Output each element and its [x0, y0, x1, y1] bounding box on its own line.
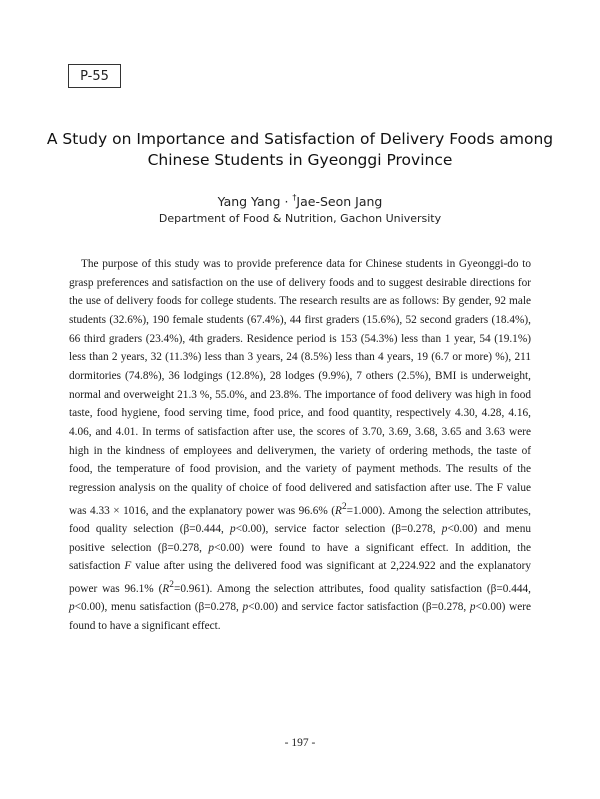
affiliation: Department of Food & Nutrition, Gachon University	[158, 212, 442, 225]
author-separator: ·	[280, 194, 293, 210]
abstract-italic: R	[335, 504, 342, 517]
abstract-text: <0.00), menu satisfaction (β=0.278,	[74, 601, 243, 614]
title-line-1: A Study on Importance and Satisfaction of Delivery Foods among	[46, 130, 554, 148]
abstract-italic: p	[69, 601, 75, 614]
abstract-italic: R	[162, 582, 170, 595]
abstract-text: =0.961). Among the selection attributes, food quality satisfaction (β=0.444,	[173, 582, 531, 595]
author-list	[0, 190, 600, 211]
author-2: Jae-Seon Jang	[296, 194, 383, 210]
abstract-italic: p	[242, 601, 249, 614]
page-number: - 197 -	[284, 737, 316, 749]
abstract-text: <0.00) were found to have a significant effect. In addition, the satisfaction	[69, 541, 531, 573]
abstract-body	[69, 255, 531, 636]
abstract-italic: p	[208, 541, 215, 554]
abstract-text: value after using the delivered food was significant at 2,224.922 and the explanatory power was 96.1% (	[69, 560, 531, 595]
abstract-text: <0.00) and menu positive selection (β=0.278,	[69, 522, 531, 554]
poster-id-box	[68, 64, 121, 88]
abstract-superscript: 2	[169, 579, 174, 590]
abstract-text: <0.00), service factor selection (β=0.278,	[235, 522, 442, 535]
abstract-text: <0.00) were found to have a significant effect.	[69, 601, 531, 632]
paper-title	[30, 129, 570, 171]
abstract-text: =1.000). Among the selection attributes, food quality selection (β=0.444,	[69, 504, 531, 535]
abstract-text: The purpose of this study was to provide preference data for Chinese students in Gyeonggi-do to grasp preferences and satisfaction on the use of delivery foods and to suggest desirable directions for the use of delivery foods for college students. The research results are as follows: By gender, 92 male students (32.6%), 190 female students (67.4%), 44 first graders (15.6%), 52 second graders (18.4%), 66 third graders (23.4%), 4th graders. Residence period is 153 (54.3%) less than 1 year, 54 (19.1%) less than 2 years, 32 (11.3%) less than 3 years, 24 (8.5%) less than 4 years, 19 (6.7 or more) %), 211 dormitories (74.8%), 36 lodgings (12.8%), 28 lodges (9.9%), 7 others (2.5%), BMI is underweight, normal and overweight 21.3 %, 55.0%, and 23.8%. The importance of food delivery was high in food taste, food hygiene, food serving time, food price, and food quantity, respectively 4.30, 4.28, 4.16, 4.06, and 4.01. In terms of satisfaction after use, the scores of 3.70, 3.69, 3.68, 3.65 and 3.63 were high in the kindness of employees and deliverymen, the variety of ordering methods, the taste of food, the temperature of food provision, and the variety of payment methods. The results of the regression analysis on the quality of choice of food delivered and satisfaction after use. The F value was 4.33 × 1016, and the explanatory power was 96.6% (	[69, 258, 531, 517]
abstract-italic: F	[124, 560, 132, 573]
corresponding-author-mark: †	[292, 193, 297, 202]
author-1: Yang Yang	[217, 194, 281, 210]
abstract-text: <0.00) and service factor satisfaction (β=0.278,	[248, 601, 470, 614]
abstract-italic: p	[469, 601, 476, 614]
title-line-2: Chinese Students in Gyeonggi Province	[147, 151, 453, 169]
abstract-italic: p	[441, 522, 448, 535]
abstract-superscript: 2	[341, 501, 347, 512]
poster-id: P-55	[80, 68, 109, 84]
abstract-italic: p	[229, 522, 236, 535]
